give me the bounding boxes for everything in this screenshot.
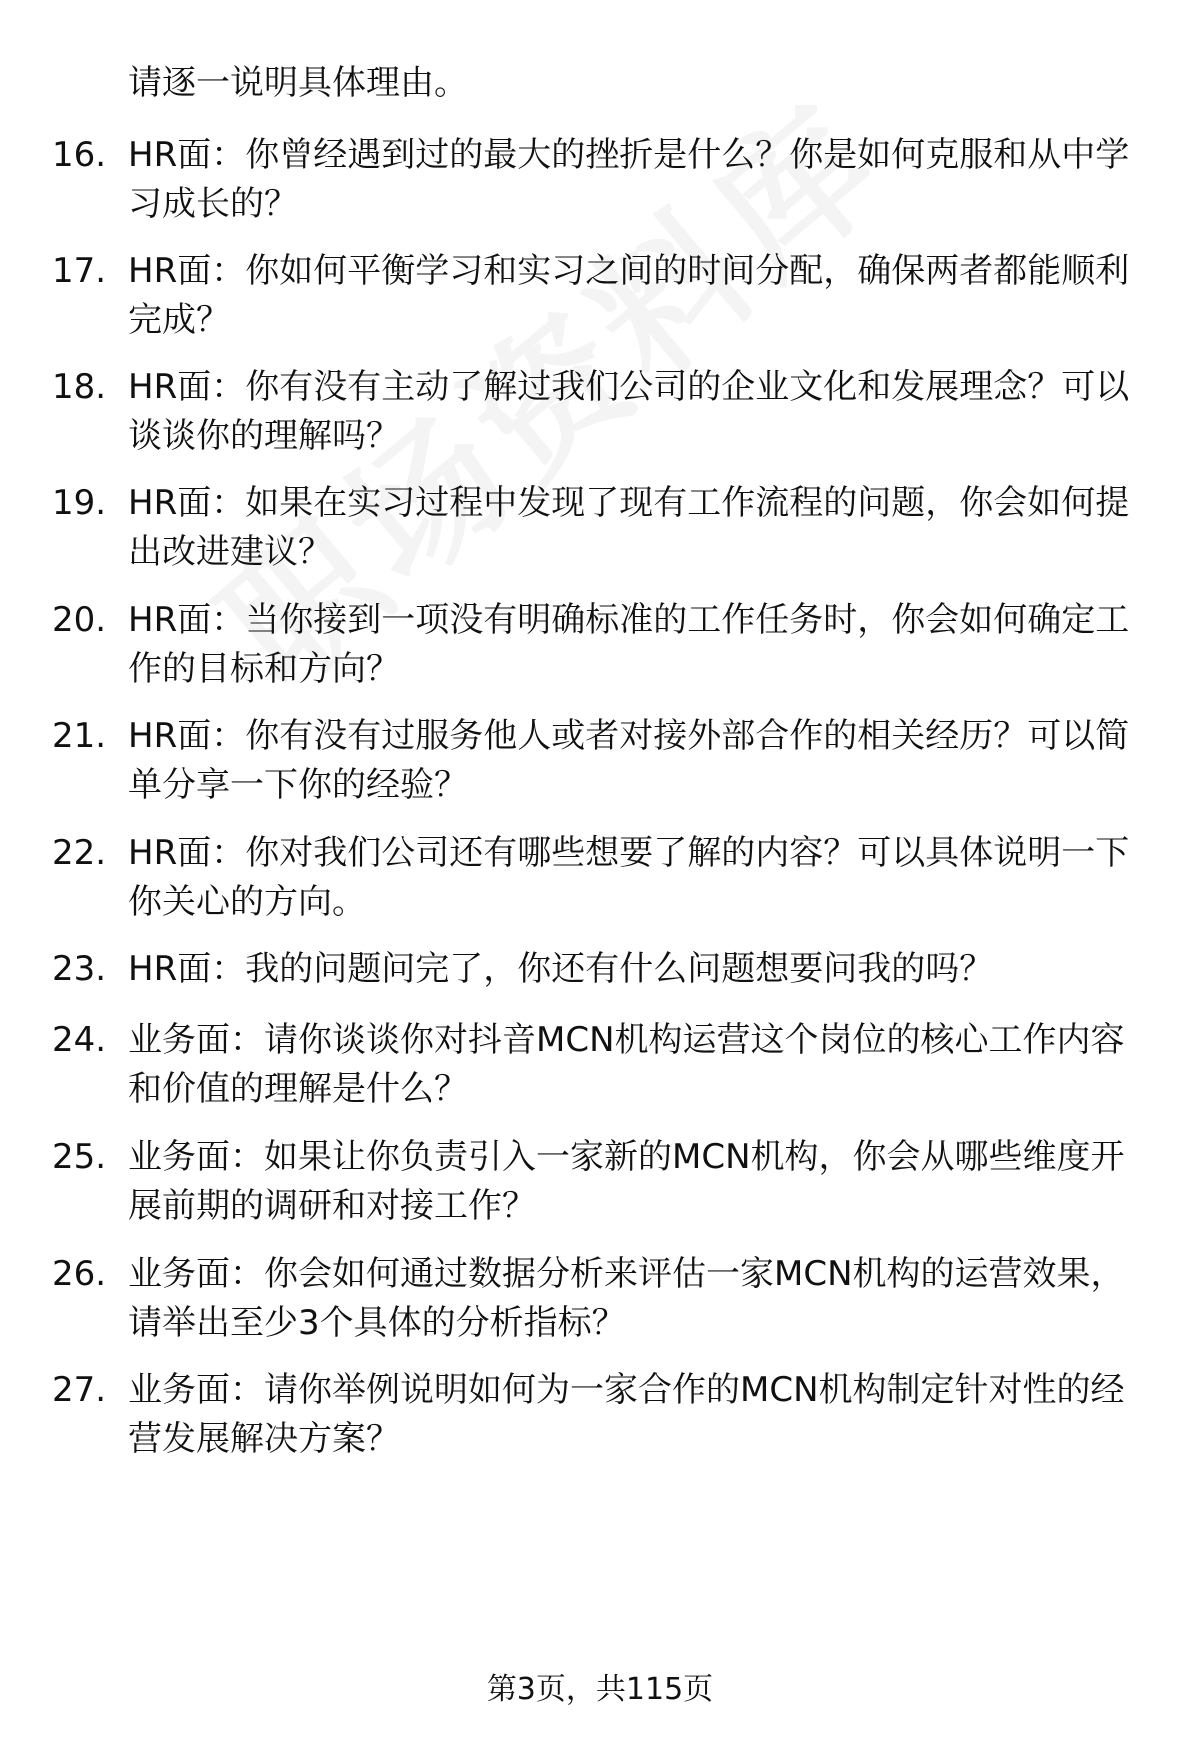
item-number: 26. <box>52 1254 107 1294</box>
item-number: 25. <box>52 1137 107 1177</box>
item-text: 业务面：请你举例说明如何为一家合作的MCN机构制定针对性的经营发展解决方案？ <box>128 1370 1125 1459</box>
item-number: 27. <box>52 1370 107 1410</box>
item-number: 21. <box>52 716 107 756</box>
list-item <box>52 247 1162 345</box>
item-number: 18. <box>52 367 107 407</box>
item-number: 22. <box>52 833 107 873</box>
continuation-text: 请逐一说明具体理由。 <box>128 63 468 103</box>
item-text: HR面：你有没有主动了解过我们公司的企业文化和发展理念？可以谈谈你的理解吗？ <box>128 367 1130 456</box>
list-item <box>52 131 1162 229</box>
list-item <box>52 596 1162 694</box>
list-item <box>52 1133 1162 1231</box>
item-text: HR面：当你接到一项没有明确标准的工作任务时，你会如何确定工作的目标和方向？ <box>128 600 1130 689</box>
list-item <box>52 479 1162 577</box>
item-text: HR面：你曾经遇到过的最大的挫折是什么？你是如何克服和从中学习成长的？ <box>128 135 1130 224</box>
item-text: HR面：你如何平衡学习和实习之间的时间分配，确保两者都能顺利完成？ <box>128 251 1130 340</box>
item-number: 19. <box>52 483 107 523</box>
list-item <box>52 1016 1162 1114</box>
item-text: HR面：你有没有过服务他人或者对接外部合作的相关经历？可以简单分享一下你的经验？ <box>128 716 1130 805</box>
list-item <box>52 945 1162 994</box>
item-text: 业务面：你会如何通过数据分析来评估一家MCN机构的运营效果，请举出至少3个具体的分析指标？ <box>128 1254 1125 1343</box>
item-text: HR面：我的问题问完了，你还有什么问题想要问我的吗？ <box>128 949 994 989</box>
item-number: 23. <box>52 949 107 989</box>
item-number: 20. <box>52 600 107 640</box>
item-number: 16. <box>52 135 107 175</box>
list-item <box>52 1366 1162 1464</box>
item-number: 24. <box>52 1020 107 1060</box>
item-text: 业务面：如果让你负责引入一家新的MCN机构，你会从哪些维度开展前期的调研和对接工作？ <box>128 1137 1125 1226</box>
list-item <box>52 712 1162 810</box>
item-text: 业务面：请你谈谈你对抖音MCN机构运营这个岗位的核心工作内容和价值的理解是什么？ <box>128 1020 1125 1109</box>
list-item <box>52 1250 1162 1348</box>
item-text: HR面：如果在实习过程中发现了现有工作流程的问题，你会如何提出改进建议？ <box>128 483 1130 572</box>
list-item <box>52 363 1162 461</box>
page-footer: 第3页，共115页 <box>486 1672 714 1707</box>
item-number: 17. <box>52 251 107 291</box>
item-text: HR面：你对我们公司还有哪些想要了解的内容？可以具体说明一下你关心的方向。 <box>128 833 1130 922</box>
list-item <box>52 829 1162 927</box>
